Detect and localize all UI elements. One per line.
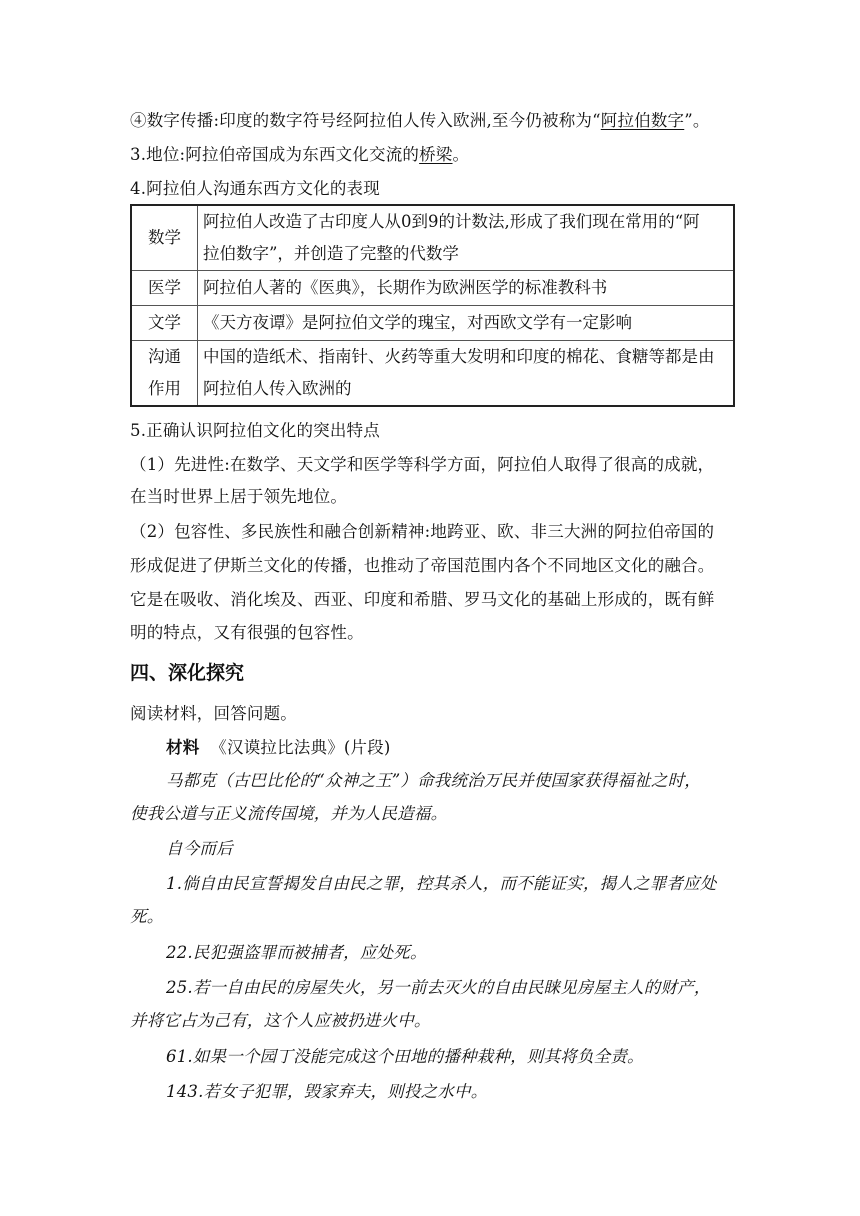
since-now: 自今而后 [166,839,233,858]
numeral-spread-suffix: ”。 [684,111,710,130]
row-value: 阿拉伯人著的《医典》，长期作为欧洲医学的标准教科书 [198,271,735,306]
row-key: 数学 [131,205,198,271]
status-suffix: 。 [452,145,470,164]
table-row [131,341,734,407]
point5-2-line: 它是在吸收、消化埃及、西亚、印度和希腊、罗马文化的基础上形成的，既有鲜 [130,590,715,609]
instruction: 阅读材料，回答问题。 [130,704,297,723]
status-item [130,144,469,166]
row-value [198,341,735,407]
law-25-line: 25.若一自由民的房屋失火，另一前去灭火的自由民睐见房屋主人的财产， [166,978,711,997]
preamble-line: 马都克（古巴比伦的“众神之王”）命我统治万民并使国家获得福祉之时， [166,771,701,790]
numeral-spread-item [130,110,710,132]
row-key [131,341,198,407]
law-61: 61.如果一个园丁没能完成这个田地的播种栽种，则其将负全责。 [166,1047,644,1066]
law-143: 143.若女子犯罪，毁家弃夫，则投之水中。 [166,1082,488,1101]
table-title: 4.阿拉伯人沟通东西方文化的表现 [130,179,380,198]
row-value-line: 中国的造纸术、指南针、火药等重大发明和印度的棉花、食糖等都是由 [203,347,715,366]
point5-1-line: 在当时世界上居于领先地位。 [130,487,348,506]
law-1-line: 死。 [130,907,164,926]
point5-1-line: （1）先进性:在数学、天文学和医学等科学方面，阿拉伯人取得了很高的成就， [130,455,715,474]
numeral-spread-prefix: ④数字传播:印度的数字符号经阿拉伯人传入欧洲,至今仍被称为“ [130,111,601,130]
point5-2-line: 明的特点，又有很强的包容性。 [130,623,364,642]
point5-2-line: 形成促进了伊斯兰文化的传播，也推动了帝国范围内各个不同地区文化的融合。 [130,556,715,575]
table-row [131,205,734,271]
section-heading: 四、深化探究 [130,662,245,684]
law-1-line: 1.倘自由民宣誓揭发自由民之罪，控其杀人，而不能证实，揭人之罪者应处 [166,874,717,893]
row-value-line: 阿拉伯人改造了古印度人从0到9的计数法,形成了我们现在常用的“阿 [203,212,700,231]
law-25-line: 并将它占为己有，这个人应被扔进火中。 [130,1011,431,1030]
table-row [131,271,734,306]
arabic-numerals-term: 阿拉伯数字 [600,111,685,130]
row-value-line: 阿拉伯人传入欧洲的 [203,379,352,398]
culture-exchange-table [130,204,735,407]
row-value [198,205,735,271]
row-value-line: 拉伯数字”，并创造了完整的代数学 [203,244,459,263]
row-key: 医学 [131,271,198,306]
table-row [131,306,734,341]
law-22: 22.民犯强盗罪而被捕者，应处死。 [166,943,427,962]
preamble-line: 使我公道与正义流传国境，并为人民造福。 [130,804,448,823]
point5-title: 5.正确认识阿拉伯文化的突出特点 [130,421,380,440]
material-label: 材料 [166,738,200,757]
row-key-line: 沟通 [148,347,181,366]
material-title-line [166,737,391,759]
status-prefix: 3.地位:阿拉伯帝国成为东西文化交流的 [130,145,420,164]
point5-2-line: （2）包容性、多民族性和融合创新精神:地跨亚、欧、非三大洲的阿拉伯帝国的 [130,522,715,541]
bridge-term: 桥梁 [419,145,453,164]
row-key-line: 作用 [148,379,181,398]
material-title: 《汉谟拉比法典》(片段) [210,738,391,757]
row-key: 文学 [131,306,198,341]
row-value: 《天方夜谭》是阿拉伯文学的瑰宝，对西欧文学有一定影响 [198,306,735,341]
